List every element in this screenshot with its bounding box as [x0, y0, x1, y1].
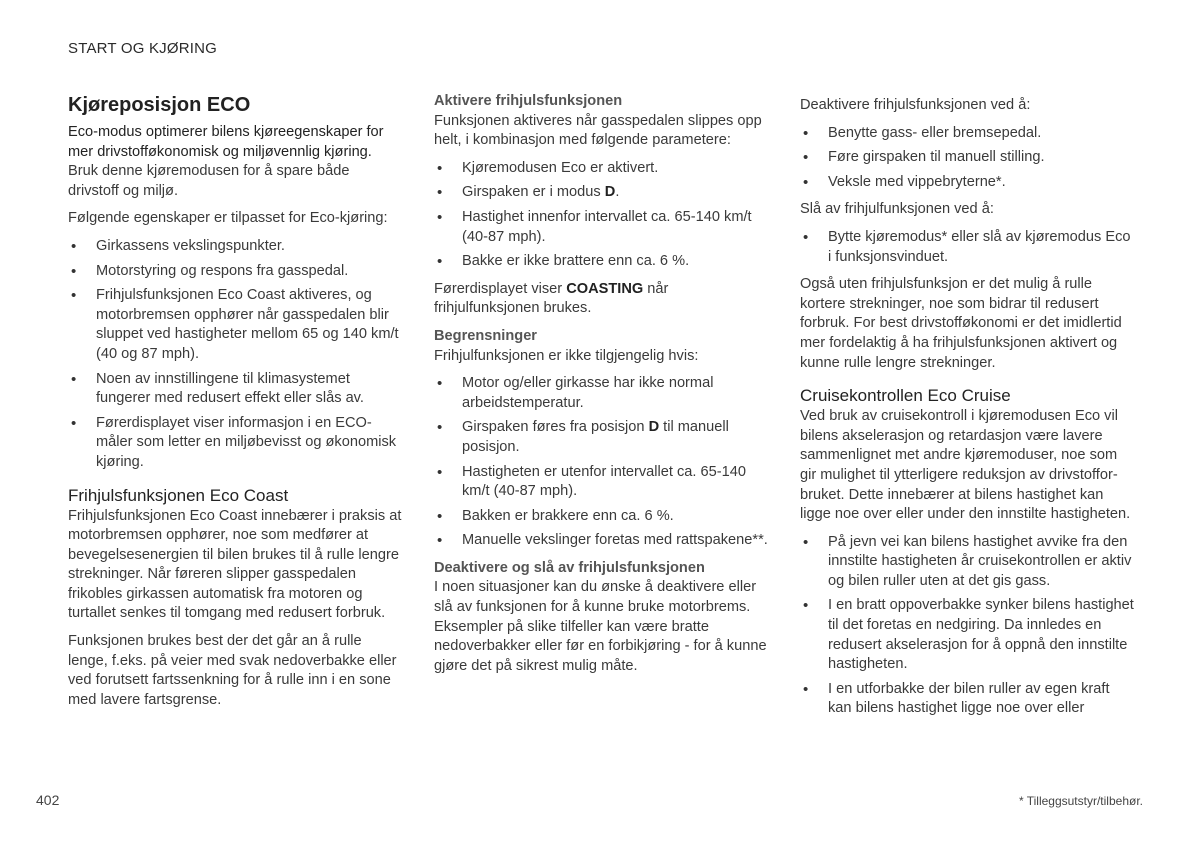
list-item: • I en bratt oppoverbakke synker bilens hastighet til det foretas en nedgiring. Da innledes en redusert akselerasjon for å oppnå den innstilte hastigheten.	[800, 596, 1135, 674]
limitations-list	[434, 374, 769, 551]
column-right	[800, 96, 1135, 727]
list-item: • Førerdisplayet viser informasjon i en ECO-måler som letter en miljøbevisst og økonomisk kjøring.	[68, 414, 403, 473]
list-item: • Føre girspaken til manuell stilling.	[800, 148, 1135, 168]
heading-activate: Aktivere frihjulsfunksjonen	[434, 93, 623, 109]
eco-coast-paragraph: Frihjulsfunksjonen Eco Coast innebærer i praksis at motorbremsen opphører, noe som medfører at bevegelsesenergien til bilen brukes til å rulle lengre strekninger. Når føreren slipper gasspedalen frikobles girkassen automatisk fra motoren og turtallet senkes til tomgang med redusert forbruk.	[68, 507, 402, 622]
list-item: • Hastighet innenfor intervallet ca. 65-140 km/t (40-87 mph).	[434, 208, 769, 247]
list-item: • Bakke er ikke brattere enn ca. 6 %.	[434, 252, 769, 272]
subsection-title-eco-coast: Frihjulsfunksjonen Eco Coast	[68, 485, 289, 505]
list-item: • Noen av innstillingene til klimasystemet fungerer med redusert effekt eller slås av.	[68, 370, 403, 409]
list-item: • Bytte kjøremodus* eller slå av kjøremodus Eco i funksjonsvinduet.	[800, 228, 1135, 267]
heading-limitations: Begrensninger	[434, 327, 537, 344]
deactivate-methods-list	[800, 124, 1135, 193]
deactivate-intro: Deaktivere frihjulsfunksjonen ved å:	[800, 97, 1031, 113]
section-header: START OG KJØRING	[68, 40, 218, 57]
footnote: * Tilleggsutstyr/tilbehør.	[1018, 794, 1143, 808]
turn-off-methods-list	[800, 228, 1135, 267]
lead-paragraph: Eco-modus optimerer bilens kjøreegenskaper for mer drivstofføkonomisk og miljøvennlig kjøring.	[68, 124, 384, 160]
eco-cruise-paragraph: Ved bruk av cruisekontroll i kjøremodusen Eco vil bilens akselerasjon og retardasjon være lavere sammenlignet met andre kjøremoduser, noe som gir mulighet til ytterligere reduksjon av drivstoffor-bruket. Dette innebærer at bilens hastighet kan ligge noe over eller under den innstilte hastigheten.	[800, 408, 1131, 523]
eco-cruise-list	[800, 533, 1135, 719]
features-intro: Følgende egenskaper er tilpasset for Eco-kjøring:	[68, 210, 388, 227]
eco-features-list	[68, 237, 403, 473]
list-item: • Manuelle vekslinger foretas med rattspakene**.	[434, 531, 769, 551]
coasting-display-paragraph: Førerdisplayet viser COASTING når frihjulfunksjonen brukes.	[434, 280, 669, 317]
list-item: • Kjøremodusen Eco er aktivert.	[434, 159, 769, 179]
activate-paragraph: Funksjonen aktiveres når gasspedalen slippes opp helt, i kombinasjon med følgende parametere:	[434, 112, 762, 149]
list-item: • Motor og/eller girkasse har ikke normal arbeidstemperatur.	[434, 374, 769, 413]
rolling-paragraph: Også uten frihjulsfunksjon er det mulig å rulle kortere strekninger, noe som bidrar til redusert forbruk. For best drivstofføkonomi er det imidlertid mer fordelaktig å ha frihjulsfunksjonen aktivert og kunne rulle lengre strekninger.	[800, 276, 1122, 371]
list-item: • Hastigheten er utenfor intervallet ca. 65-140 km/t (40-87 mph).	[434, 463, 769, 502]
subsection-title-eco-cruise: Cruisekontrollen Eco Cruise	[800, 386, 1011, 406]
section-title: Kjøreposisjon ECO	[68, 94, 251, 116]
list-item: • Benytte gass- eller bremsepedal.	[800, 124, 1135, 144]
turn-off-intro: Slå av frihjulfunksjonen ved å:	[800, 201, 994, 218]
column-left	[68, 92, 403, 718]
intro-paragraph: Bruk denne kjøremodusen for å spare både drivstoff og miljø.	[68, 163, 350, 199]
page-number: 402	[36, 792, 60, 808]
list-item: • Frihjulsfunksjonen Eco Coast aktiveres, og motorbremsen opphører når gasspedalen blir sluppet ved hastigheter mellom 65 og 140 km/t (40 og 87 mph).	[68, 286, 403, 364]
activate-conditions-list	[434, 159, 769, 272]
eco-coast-usage-paragraph: Funksjonen brukes best der det går an å rulle lenge, f.eks. på veier med svak nedoverbakke eller ved forutsett fartssenkning for å rulle inn i en sone med lavere fartsgrense.	[68, 633, 397, 708]
list-item: • På jevn vei kan bilens hastighet avvike fra den innstilte hastigheten år cruisekontrollen er aktiv og bilen ruller uten at det gis gass.	[800, 533, 1135, 592]
heading-deactivate: Deaktivere og slå av frihjulsfunksjonen	[434, 559, 705, 576]
list-item: • Girspaken føres fra posisjon D til manuell posisjon.	[434, 418, 769, 457]
deactivate-paragraph: I noen situasjoner kan du ønske å deaktivere eller slå av funksjonen for å kunne bruke motorbrems. Eksempler på slike tilfeller kan være bratte nedoverbakker eller før en forbikjøring - for å kunne gjøre det på sikrest mulig måte.	[434, 579, 767, 674]
list-item: • Girspaken er i modus D.	[434, 183, 769, 203]
limitations-intro: Frihjulfunksjonen er ikke tilgjengelig hvis:	[434, 347, 699, 364]
column-middle	[434, 92, 769, 684]
list-item: • Girkassens vekslingspunkter.	[68, 237, 403, 257]
list-item: • I en utforbakke der bilen ruller av egen kraft kan bilens hastighet ligge noe over eller	[800, 680, 1135, 719]
list-item: • Bakken er brakkere enn ca. 6 %.	[434, 507, 769, 527]
list-item: • Motorstyring og respons fra gasspedal.	[68, 262, 403, 282]
list-item: • Veksle med vippebryterne*.	[800, 173, 1135, 193]
